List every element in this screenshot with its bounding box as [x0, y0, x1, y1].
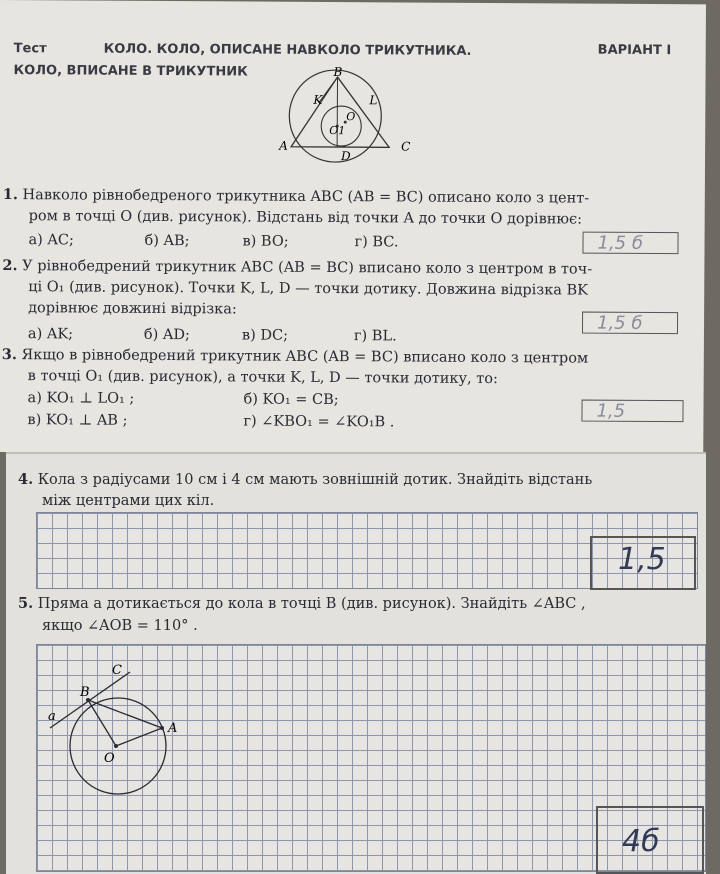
q4-score: 1,5 [618, 542, 666, 577]
figure-label-L: L [368, 93, 377, 107]
q1-option-d: г) BC. [354, 234, 398, 250]
q5-score: 4б [622, 824, 660, 859]
q1-number: 1. [3, 186, 18, 203]
worksheet-bottom [6, 452, 706, 874]
figure-label-O1: O1 [329, 124, 345, 137]
q2-line3: дорівнює довжині відрізка: [28, 298, 237, 319]
q5-number: 5. [18, 595, 33, 612]
test-subtitle: КОЛО, ВПИСАНЕ В ТРИКУТНИК [14, 63, 248, 79]
q3-line1: Якщо в рівнобедрений трикутник ABC (AB = BC) вписано коло з центром [22, 347, 589, 366]
q1-line1: Навколо рівнобедреного трикутника ABC (AB = BC) описано коло з цент- [23, 187, 590, 206]
q3-option-a: а) KO₁ ⊥ LO₁ ; [28, 390, 135, 407]
q1-option-b: б) AB; [144, 233, 189, 249]
tangent-circle-figure [40, 650, 190, 800]
question-1 [3, 185, 590, 209]
q2-option-b: б) AD; [144, 327, 190, 343]
q3-line2: в точці O₁ (див. рисунок), а точки K, L, D — точки дотику, то: [28, 366, 498, 389]
q3-option-d: г) ∠KBO₁ = ∠KO₁B . [243, 413, 394, 430]
q2-option-d: г) BL. [354, 328, 397, 344]
q4-number: 4. [18, 471, 33, 488]
q1-option-c: в) BO; [242, 233, 288, 249]
fig5-label-a: a [48, 709, 56, 724]
figure-label-C: C [401, 139, 410, 153]
fig5-label-C: C [112, 663, 122, 678]
figure-label-O: O [346, 110, 355, 123]
test-label: Тест [14, 41, 47, 56]
q4-line2: між центрами цих кіл. [42, 491, 214, 511]
q2-number: 2. [2, 257, 17, 274]
fig5-label-B: B [79, 685, 90, 700]
q2-answer-box[interactable]: 1,5 б [582, 312, 678, 335]
q2-option-a: а) AK; [28, 326, 73, 342]
figure-label-K: K [312, 93, 323, 107]
q5-line1: Пряма a дотикається до кола в точці B (див. рисунок). Знайдіть ∠ABC , [38, 596, 586, 612]
q3-option-c: в) KO₁ ⊥ AB ; [27, 412, 127, 429]
q4-line1: Кола з радіусами 10 см і 4 см мають зовнішній дотик. Знайдіть відстань [38, 472, 592, 488]
q3-answer-box[interactable]: 1,5 [581, 400, 683, 423]
triangle-circles-figure [269, 64, 420, 165]
q2-option-c: в) DC; [242, 327, 288, 343]
test-title: КОЛО. КОЛО, ОПИСАНЕ НАВКОЛО ТРИКУТНИКА. [104, 42, 472, 59]
question-4 [18, 470, 592, 490]
q1-line2: ром в точці O (див. рисунок). Відстань від точки A до точки O дорівнює: [29, 206, 583, 229]
fig5-label-A: A [167, 721, 177, 736]
q1-option-a: а) AC; [28, 232, 73, 248]
q3-option-b: б) KO₁ = CB; [244, 391, 339, 408]
figure-label-D: D [340, 149, 351, 163]
q2-line2: ці O₁ (див. рисунок). Точки K, L, D — точки дотику. Довжина відрізка BK [28, 277, 588, 300]
question-2 [2, 256, 592, 280]
q1-answer-box[interactable]: 1,5 б [582, 232, 678, 255]
q2-line1: У рівнобедрений трикутник ABC (AB = BC) вписано коло з центром в точ- [22, 258, 592, 277]
q5-line2: якщо ∠AOB = 110° . [42, 616, 198, 636]
fig5-label-O: O [104, 751, 115, 766]
variant-label: ВАРІАНТ І [598, 43, 672, 58]
question-3 [2, 345, 589, 369]
q3-number: 3. [2, 346, 17, 363]
figure-label-A: A [278, 139, 288, 153]
question-5 [18, 594, 586, 614]
figure-label-B: B [333, 65, 343, 79]
